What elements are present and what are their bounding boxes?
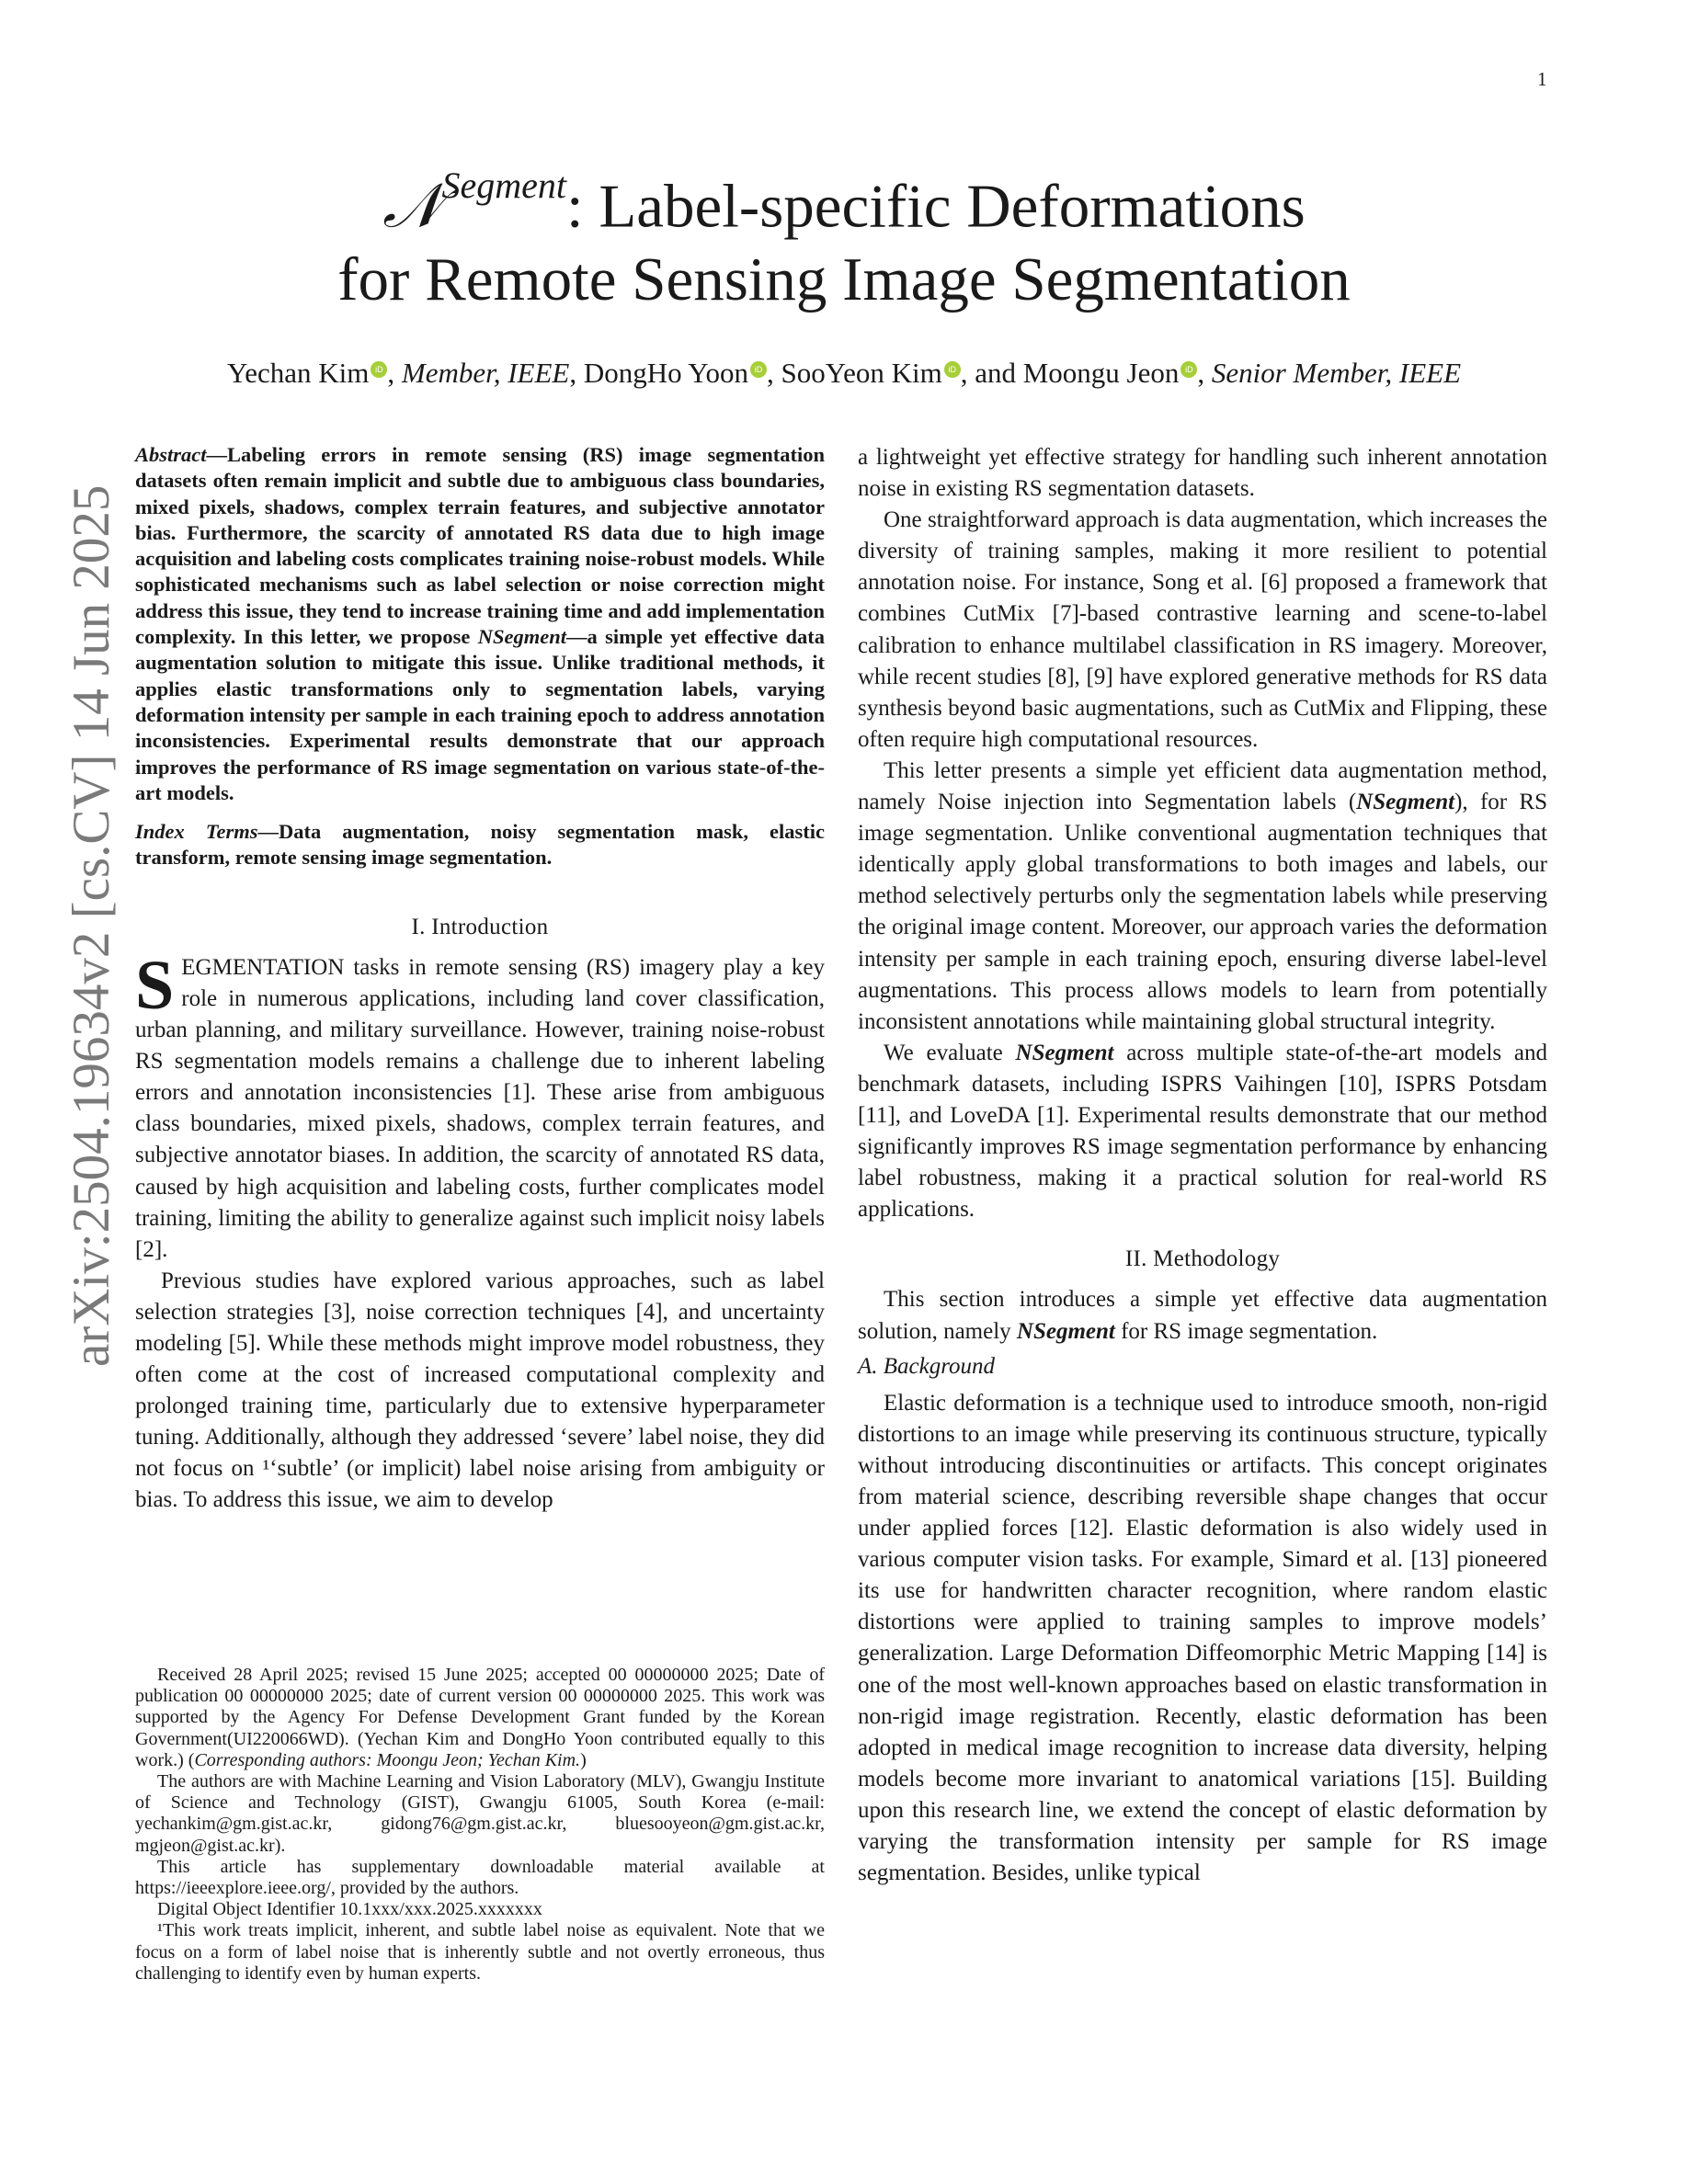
footnote-affiliation: The authors are with Machine Learning and Vision Laboratory (MLV), Gwangju Institute of Science and Technology (GIST), Gwangju 61005, South Korea (e-mail: yechankim@gm.gist.ac.kr, gidong76@gm.gist.ac.kr, bluesooyeon@gm.gist.ac.kr, mgjeon@gist.ac.kr). [135,1771,825,1856]
orcid-icon[interactable]: iD [1180,361,1197,378]
right-paragraph-2-text-b: ), for RS image segmentation. Unlike conventional augmentation techniques that identically apply global transformations to both images and labels, our method selectively perturbs only the segmentation labels while preserving the original image content. Moreover, our approach varies the deformation intensity per sample in each training epoch, ensuring diverse label-level augmentations. This process allows models to learn from potentially inconsistent annotations while maintaining global structural integrity. [858,790,1547,1034]
footnotes [135,1665,825,1985]
index-terms [135,819,825,871]
right-paragraph-1: One straightforward approach is data augmentation, which increases the diversity of training samples, making it more resilient to potential annotation noise. For instance, Song et al. [6] proposed a framework that combines CutMix [7]-based contrastive learning and scene-to-label calibration to enhance multilabel classification in RS imagery. Moreover, while recent studies [8], [9] have explored generative methods for RS data synthesis beyond basic augmentations, such as CutMix and Flipping, these often require high computational resources. [858,507,1547,752]
orcid-icon[interactable]: iD [750,361,767,378]
author-name: Yechan Kim [226,357,370,389]
method-name: NSegment [1016,1318,1115,1344]
right-paragraph-0: a lightweight yet effective strategy for handling such inherent annotation noise in existing RS segmentation datasets. [858,445,1547,502]
background-paragraph-1: Elastic deformation is a technique used to introduce smooth, non-rigid distortions to an image while preserving its continuous structure, typically without introducing discontinuities or artifacts. This concept originates from material science, describing reversible shape changes that occur under applied forces [12]. Elastic deformation is also widely used in various computer vision tasks. For example, Simard et al. [13] pioneered its use for handwritten character recognition, where random elastic distortions were applied to training samples to improve models’ generalization. Large Deformation Diffeomorphic Metric Mapping [14] is one of the most well-known approaches based on elastic transformation in non-rigid image registration. Recently, elastic deformation has been adopted in medical image recognition to increase data diversity, helping models become more invariant to anatomical variations [15]. Building upon this research line, we extend the concept of elastic deformation by varying the transformation intensity per sample for RS image segmentation. Besides, unlike typical [858,1390,1547,1886]
footnote-received-text: Received 28 April 2025; revised 15 June 2025; accepted 00 00000000 2025; Date of publication 00 00000000 2025; date of current version 00 00000000 2025. This work was supported by the Agency For Defense Development Grant funded by the Korean Government(UI220066WD). (Yechan Kim and DongHo Yoon contributed equally to this work.) ( [135,1665,825,1770]
right-paragraph-2 [858,756,1547,1038]
method-name: NSegment [1356,790,1455,815]
page-number: 1 [1537,68,1547,90]
arxiv-identifier-stamp[interactable]: arXiv:2504.19634v2 [cs.CV] 14 Jun 2025 [63,484,120,1367]
author-list: Yechan Kim iD , Member, IEEE, DongHo Yoon iD , SooYeon Kim iD , and Moongu Jeon iD , Senior Member, IEEE [226,357,1462,389]
section-heading-introduction: I. Introduction [411,914,549,939]
footnote-supplementary: This article has supplementary downloadable material available at https://ieeexplore.ieee.org/, provided by the authors. [135,1856,825,1899]
drop-cap: S [135,946,175,1024]
intro-paragraph-1 [135,946,825,1266]
abstract-text-2: —a simple yet effective data augmentation solution to mitigate this issue. Unlike traditional methods, it applies elastic transformations only to segmentation labels, varying deformation intensity per sample in each training epoch to address annotation inconsistencies. Experimental results demonstrate that our approach improves the performance of RS image segmentation on various state-of-the-art models. [135,625,825,804]
index-terms-text: —Data augmentation, noisy segmentation mask, elastic transform, remote sensing image segmentation. [135,820,826,870]
index-terms-label: Index Terms [135,820,258,844]
corresponding-authors: Corresponding authors: Moongu Jeon; Yechan Kim. [194,1749,581,1770]
title-line-2: for Remote Sensing Image Segmentation [337,245,1351,314]
right-paragraph-3-text: We evaluate [884,1040,1016,1065]
section-heading-methodology: II. Methodology [1124,1246,1281,1272]
author-role: Member, IEEE [401,357,570,389]
author-name: SooYeon Kim [781,357,942,389]
method-paragraph-1-text: This section introduces a simple yet effective data augmentation solution, namely [858,1287,1547,1344]
method-paragraph-1-text-b: for RS image segmentation. [1114,1318,1378,1344]
right-paragraph-3 [858,1038,1547,1226]
intro-paragraph-2: Previous studies have explored various approaches, such as label selection strategies [3], noise correction techniques [4], and uncertainty modeling [5]. While these methods might improve model robustness, they often come at the cost of increased computational complexity and prolonged training time, particularly due to extensive hyperparameter tuning. Additionally, although they addressed ‘severe’ label noise, they did not focus on ¹‘subtle’ (or implicit) label noise arising from ambiguity or bias. To address this issue, we aim to develop [135,1268,825,1513]
left-column [135,442,825,1517]
title-line-1-text: : Label-specific Deformations [566,172,1306,241]
right-column [858,442,1547,1889]
abstract-method-name: NSegment [477,625,567,649]
subsection-heading-background: A. Background [858,1353,996,1379]
abstract-label: Abstract [135,443,207,466]
footnote-received [135,1665,825,1771]
abstract-text: —Labeling errors in remote sensing (RS) image segmentation datasets often remain implicit and subtle due to ambiguous class boundaries, mixed pixels, shadows, complex terrain features, and subjective annotator bias. Furthermore, the scarcity of annotated RS data due to high image acquisition and labeling costs complicates training noise-robust models. While sophisticated mechanisms such as label selection or noise correction might address this issue, they tend to increase training time and add implementation complexity. In this letter, we propose [135,443,825,649]
footnote-doi: Digital Object Identifier 10.1xxx/xxx.2025.xxxxxxx [157,1899,542,1920]
author-name: Moongu Jeon [1022,357,1180,389]
orcid-icon[interactable]: iD [371,361,387,378]
author-name: DongHo Yoon [583,357,749,389]
paper-title [92,156,1596,316]
method-name: NSegment [1015,1040,1114,1065]
title-superscript: Segment [441,165,566,206]
footnote-received-end: ) [580,1749,587,1770]
method-paragraph-1 [858,1284,1547,1347]
abstract [135,442,825,806]
author-role: Senior Member, IEEE [1211,357,1462,389]
title-symbol: 𝒩 [382,169,442,242]
right-paragraph-3-text-b: across multiple state-of-the-art models and benchmark datasets, including ISPRS Vaihingen [10], ISPRS Potsdam [11], and LoveDA [1]. Experimental results demonstrate that our method significantly improves RS image segmentation performance by enhancing label robustness, making it a practical solution for real-world RS applications. [858,1040,1548,1223]
intro-paragraph-1-text: EGMENTATION tasks in remote sensing (RS) imagery play a key role in numerous applications, including land cover classification, urban planning, and military surveillance. However, training noise-robust RS segmentation models remains a challenge due to inherent labeling errors and annotation inconsistencies [1]. These arise from ambiguous class boundaries, mixed pixels, shadows, complex terrain features, and subjective annotator biases. In addition, the scarcity of annotated RS data, caused by high acquisition and labeling costs, further complicates model training, limiting the ability to generalize against such implicit noisy labels [2]. [135,954,825,1262]
footnote-label-noise: ¹This work treats implicit, inherent, and subtle label noise as equivalent. Note that we focus on a form of label noise that is inherently subtle and not overtly erroneous, thus challenging to identify even by human experts. [135,1920,825,1984]
right-paragraph-2-text: This letter presents a simple yet efficient data augmentation method, namely Noise injection into Segmentation labels ( [858,757,1547,815]
title-line-1 [92,156,1596,243]
orcid-icon[interactable]: iD [944,361,961,378]
